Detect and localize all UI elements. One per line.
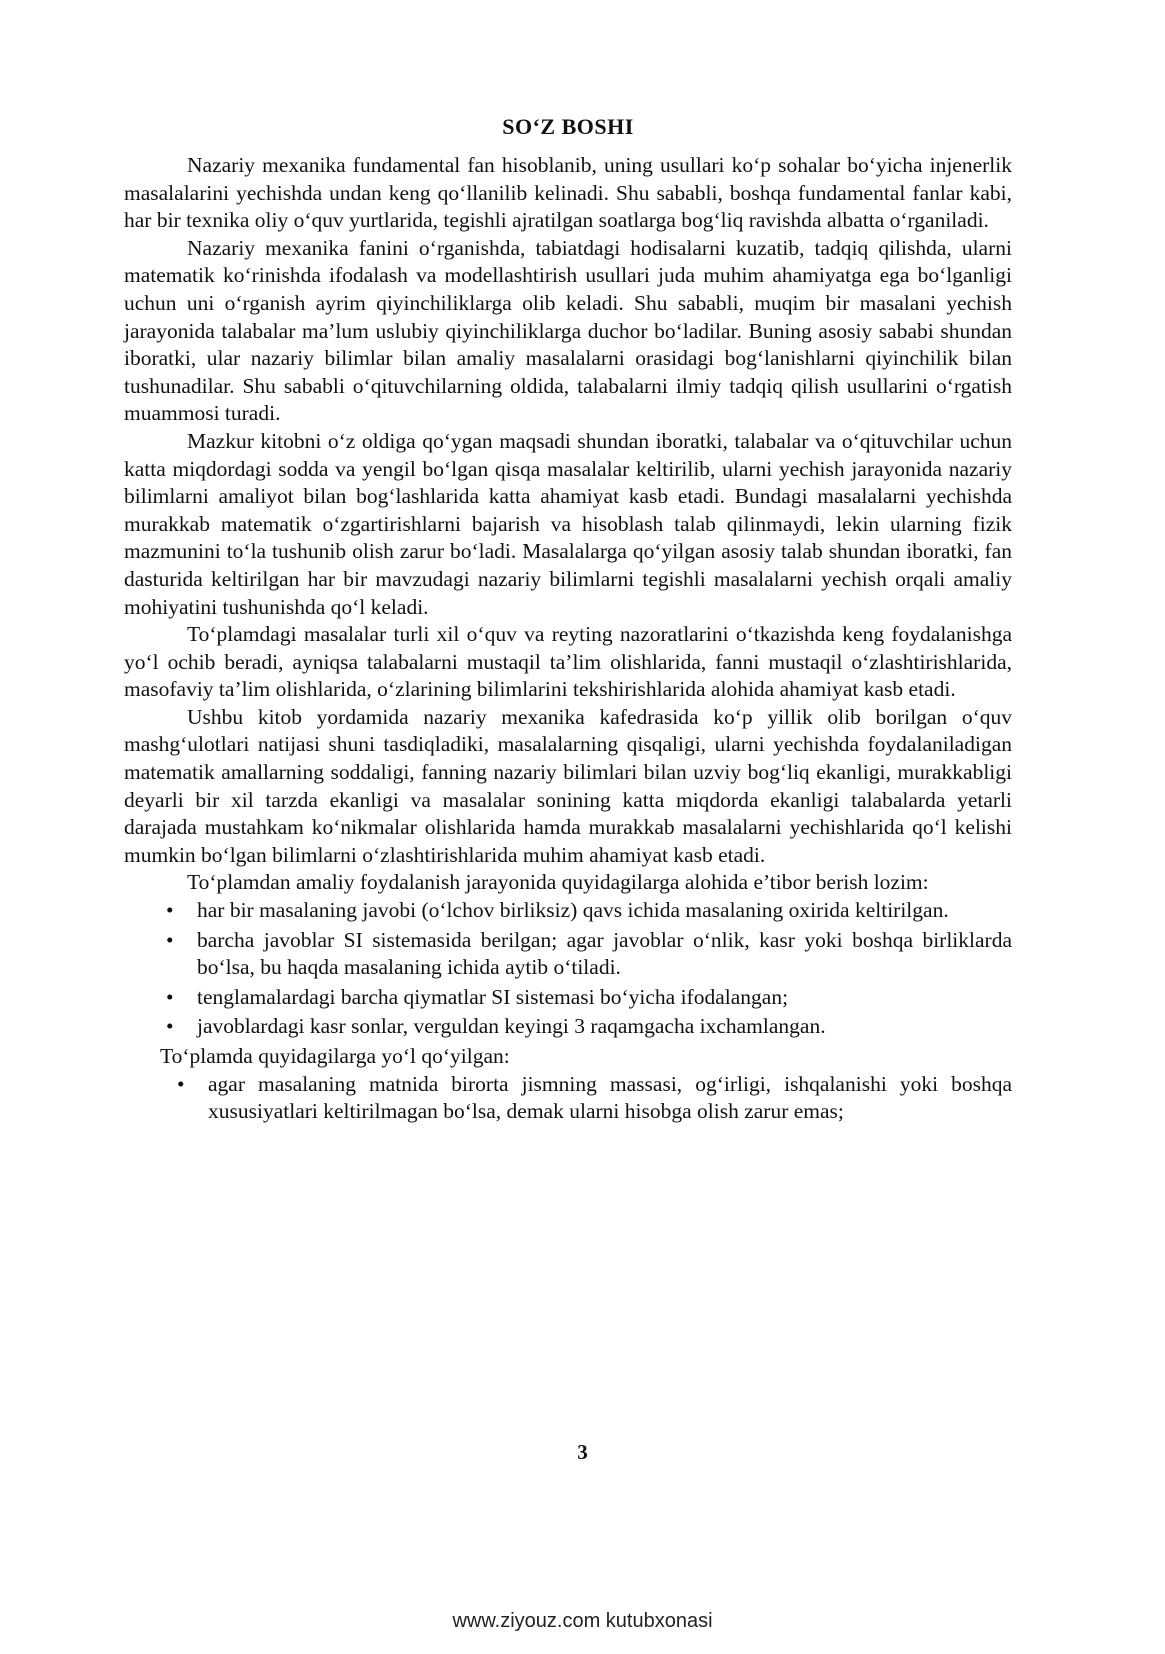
bullet-icon: • <box>166 1014 174 1039</box>
list-item <box>124 897 1012 925</box>
page-number: 3 <box>577 1440 588 1464</box>
paragraph-6: To‘plamdan amaliy foydalanish jarayonida quyidagilarga alohida e’tibor berish lozim: <box>187 870 929 895</box>
paragraph-4: To‘plamdagi masalalar turli xil o‘quv va reyting nazoratlarini o‘tkazishda keng foydalanishga yo‘l ochib beradi, ayniqsa talabalarni mustaqil ta’lim olishlarida, fanni mustaqil o‘zlashtirishlarida, masofaviy ta’lim olishlarida, o‘zlarining bilimlarini tekshirishlarida alohida ahamiyat kasb etadi. <box>124 622 1012 702</box>
paragraph-3: Mazkur kitobni o‘z oldiga qo‘ygan maqsadi shundan iboratki, talabalar va o‘qituvchilar uchun katta miqdordagi sodda va yengil bo‘lgan qisqa masalalar keltirilib, ularni yechish jarayonida nazariy bilimlarni amaliyot bilan bog‘lashlarida katta ahamiyat kasb etadi. Bundagi masalalarni yechishda murakkab matematik o‘zgartirishlarni bajarish va hisoblash talab qilinmaydi, lekin ularning fizik mazmunini to‘la tushunib olish zarur bo‘ladi. Masalalarga qo‘yilgan asosiy talab shundan iboratki, fan dasturida keltirilgan har bir mavzudagi nazariy bilimlarni tegishli masalalarni yechish orqali amaliy mohiyatini tushunishda qo‘l keladi. <box>124 428 1012 619</box>
paragraph-1: Nazariy mexanika fundamental fan hisoblanib, uning usullari ko‘p sohalar bo‘yicha injenerlik masalalarini yechishda undan keng qo‘llanilib kelinadi. Shu sababli, boshqa fundamental fanlar kabi, har bir texnika oliy o‘quv yurtlarida, tegishli ajratilgan soatlarga bog‘liq ravishda albatta o‘rganiladi. <box>124 153 1012 233</box>
list-item <box>124 984 1012 1012</box>
bullet-icon: • <box>166 927 174 952</box>
bullet-list-first <box>124 897 1012 1041</box>
bullet-icon: • <box>166 898 174 923</box>
bullet-icon: • <box>177 1071 185 1096</box>
list-item <box>124 1071 1012 1126</box>
list-item <box>124 927 1012 982</box>
document-page <box>124 112 1012 1128</box>
list-item-text: har bir masalaning javobi (o‘lchov birliksiz) qavs ichida masalaning oxirida keltirilgan. <box>197 898 949 923</box>
paragraph-5: Ushbu kitob yordamida nazariy mexanika kafedrasida ko‘p yillik olib borilgan o‘quv mashg‘ulotlari natijasi shuni tasdiqladiki, masalalarning qisqaligi, ularni yechishda foydalaniladigan matematik amallarning soddaligi, fanning nazariy bilimlari bilan uzviy bog‘liq ekanligi, murakkabligi deyarli bir xil tarzda ekanligi va masalalar sonining katta miqdorda ekanligi talabalarda yetarli darajada mustahkam ko‘nikmalar olishlarida hamda murakkab masalalarni yechishlarida qo‘l kelishi mumkin bo‘lgan bilimlarni o‘zlashtirishlarida muhim ahamiyat kasb etadi. <box>124 704 1012 867</box>
page-title: SO‘Z BOSHI <box>502 114 634 139</box>
list-item-text: javoblardagi kasr sonlar, verguldan keyingi 3 raqamgacha ixchamlangan. <box>197 1014 826 1039</box>
list-item <box>124 1013 1012 1041</box>
library-watermark: www.ziyouz.com kutubxonasi <box>452 1610 713 1632</box>
bullet-icon: • <box>166 984 174 1009</box>
second-list-lead: To‘plamda quyidagilarga yo‘l qo‘yilgan: <box>160 1044 510 1068</box>
paragraph-2: Nazariy mexanika fanini o‘rganishda, tabiatdagi hodisalarni kuzatib, tadqiq qilishda, ularni matematik ko‘rinishda ifodalash va modellashtirish usullari juda muhim ahamiyatga ega bo‘lganligi uchun uni o‘rganish ayrim qiyinchiliklarga olib keladi. Shu sababli, muqim bir masalani yechish jarayonida talabalar ma’lum uslubiy qiyinchiliklarga duchor bo‘ladilar. Buning asosiy sababi shundan iboratki, ular nazariy bilimlar bilan amaliy masalalarni orasidagi bog‘lanishlarni qiyinchilik bilan tushunadilar. Shu sababli o‘qituvchilarning oldida, talabalarni ilmiy tadqiq qilish usullarini o‘rgatish muammosi turadi. <box>124 235 1012 426</box>
list-item-text: tenglamalardagi barcha qiymatlar SI sistemasi bo‘yicha ifodalangan; <box>197 984 789 1009</box>
bullet-list-second <box>124 1071 1012 1126</box>
list-item-text: agar masalaning matnida birorta jismning massasi, og‘irligi, ishqalanishi yoki boshqa xususiyatlari keltirilmagan bo‘lsa, demak ularni hisobga olish zarur emas; <box>208 1071 1012 1124</box>
list-item-text: barcha javoblar SI sistemasida berilgan; agar javoblar o‘nlik, kasr yoki boshqa birliklarda bo‘lsa, bu haqda masalaning ichida aytib o‘tiladi. <box>197 927 1012 980</box>
